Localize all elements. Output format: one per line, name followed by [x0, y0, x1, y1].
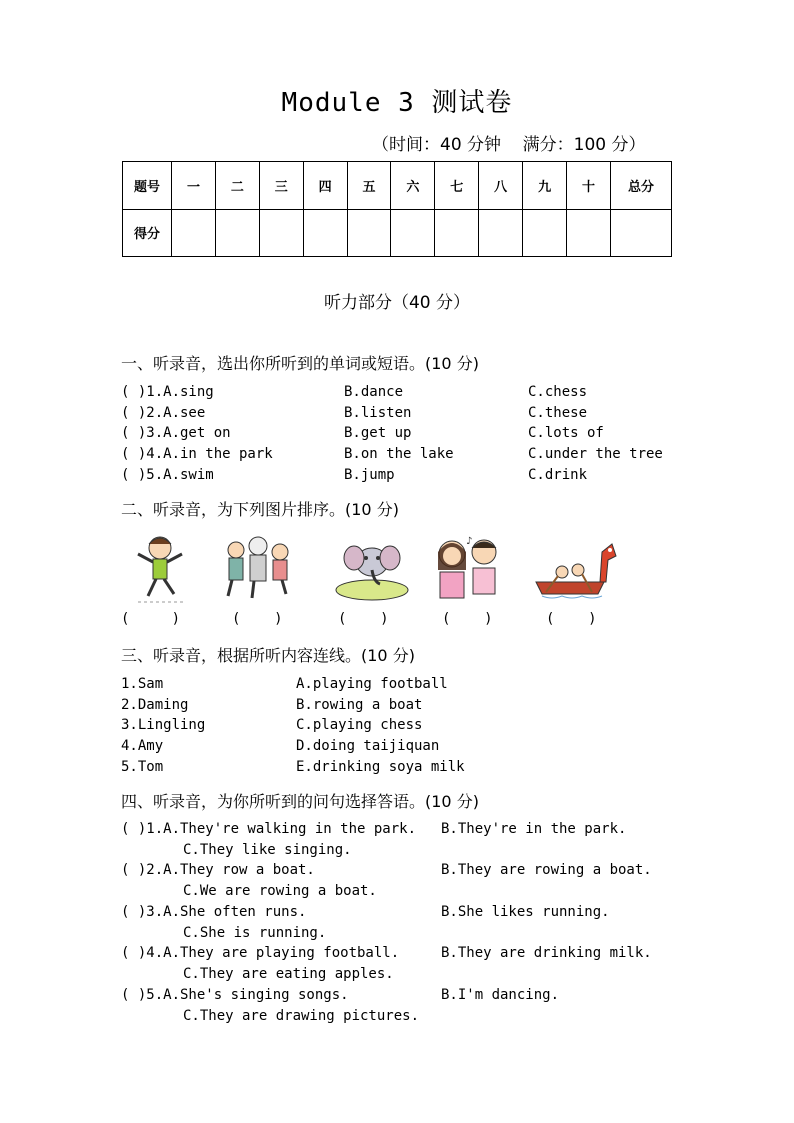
part1-item-c: C.lots of — [528, 425, 604, 441]
jumping-boy-picture — [118, 530, 204, 606]
part4-item-b: B.She likes running. — [441, 904, 610, 920]
part4-item-c: C.They are eating apples. — [183, 966, 394, 982]
part1-heading: 一、听录音，选出你所听到的单词或短语。(10 分) — [121, 354, 479, 373]
part3-heading: 三、听录音，根据所听内容连线。(10 分) — [121, 646, 415, 665]
score-cell[interactable] — [303, 209, 347, 257]
score-table-score-row — [123, 209, 672, 257]
activity-item: E.drinking soya milk — [296, 759, 465, 775]
activity-item: D.doing taijiquan — [296, 738, 440, 754]
header-cell: 九 — [523, 162, 567, 210]
part4-item-a: ( )5.A.She's singing songs. — [121, 987, 349, 1003]
test-info: （时间：40 分钟 满分：100 分） — [372, 135, 646, 155]
order-blank[interactable]: ( ) — [232, 611, 283, 627]
elephant-picture — [330, 530, 416, 606]
header-cell: 八 — [479, 162, 523, 210]
score-cell[interactable] — [567, 209, 611, 257]
header-cell: 二 — [215, 162, 259, 210]
part1-item-b: B.jump — [344, 467, 395, 483]
name-item: 5.Tom — [121, 759, 164, 775]
section-title: 听力部分（40 分） — [323, 293, 471, 313]
part4-heading: 四、听录音，为你所听到的问句选择答语。(10 分) — [121, 792, 479, 811]
order-blank[interactable]: ( ) — [442, 611, 493, 627]
part4-item-a: ( )3.A.She often runs. — [121, 904, 307, 920]
order-blank[interactable]: ( ) — [546, 611, 597, 627]
part1-item-c: C.chess — [528, 384, 588, 400]
svg-text:♪: ♪ — [466, 536, 473, 547]
part1-item-c: C.these — [528, 405, 588, 421]
header-cell: 题号 — [123, 162, 172, 210]
header-cell: 总分 — [611, 162, 672, 210]
order-blank[interactable]: ( ) — [338, 611, 389, 627]
score-cell[interactable] — [523, 209, 567, 257]
part1-item-a: ( )2.A.see — [121, 405, 206, 421]
score-table-header-row — [123, 162, 672, 210]
part4-item-b: B.I'm dancing. — [441, 987, 560, 1003]
part1-item-a: ( )3.A.get on — [121, 425, 231, 441]
name-item: 3.Lingling — [121, 717, 206, 733]
score-cell[interactable] — [435, 209, 479, 257]
part4-item-a: ( )2.A.They row a boat. — [121, 862, 315, 878]
header-cell: 七 — [435, 162, 479, 210]
header-cell: 一 — [172, 162, 216, 210]
part1-item-b: B.get up — [344, 425, 412, 441]
name-item: 2.Daming — [121, 697, 189, 713]
part1-item-a: ( )5.A.swim — [121, 467, 214, 483]
part1-item-a: ( )4.A.in the park — [121, 446, 273, 462]
part1-item-c: C.drink — [528, 467, 588, 483]
score-table — [122, 161, 672, 257]
order-blank[interactable]: ( ) — [121, 611, 181, 627]
part4-item-c: C.They like singing. — [183, 842, 352, 858]
page-title: Module 3 测试卷 — [281, 88, 513, 118]
part4-item-b: B.They're in the park. — [441, 821, 627, 837]
header-cell: 四 — [303, 162, 347, 210]
part4-item-c: C.She is running. — [183, 925, 327, 941]
part1-item-a: ( )1.A.sing — [121, 384, 214, 400]
singing-children-picture — [426, 530, 512, 606]
score-cell[interactable] — [259, 209, 303, 257]
part4-item-b: B.They are drinking milk. — [441, 945, 652, 961]
part1-item-b: B.on the lake — [344, 446, 454, 462]
header-cell: 五 — [347, 162, 391, 210]
dragon-boat-picture — [532, 530, 618, 606]
header-cell: 十 — [567, 162, 611, 210]
part1-item-b: B.dance — [344, 384, 404, 400]
row-label: 得分 — [123, 209, 172, 257]
score-cell[interactable] — [479, 209, 523, 257]
part2-heading: 二、听录音，为下列图片排序。(10 分) — [121, 500, 399, 519]
score-cell[interactable] — [611, 209, 672, 257]
score-cell[interactable] — [391, 209, 435, 257]
name-item: 4.Amy — [121, 738, 164, 754]
activity-item: B.rowing a boat — [296, 697, 423, 713]
part4-item-a: ( )1.A.They're walking in the park. — [121, 821, 417, 837]
part4-item-c: C.We are rowing a boat. — [183, 883, 377, 899]
part4-item-a: ( )4.A.They are playing football. — [121, 945, 400, 961]
activity-item: C.playing chess — [296, 717, 423, 733]
part4-item-c: C.They are drawing pictures. — [183, 1008, 420, 1024]
score-cell[interactable] — [172, 209, 216, 257]
score-cell[interactable] — [347, 209, 391, 257]
part4-item-b: B.They are rowing a boat. — [441, 862, 652, 878]
part1-item-c: C.under the tree — [528, 446, 663, 462]
part1-item-b: B.listen — [344, 405, 412, 421]
activity-item: A.playing football — [296, 676, 448, 692]
header-cell: 六 — [391, 162, 435, 210]
taijiquan-picture — [214, 530, 300, 606]
header-cell: 三 — [259, 162, 303, 210]
score-cell[interactable] — [215, 209, 259, 257]
name-item: 1.Sam — [121, 676, 164, 692]
